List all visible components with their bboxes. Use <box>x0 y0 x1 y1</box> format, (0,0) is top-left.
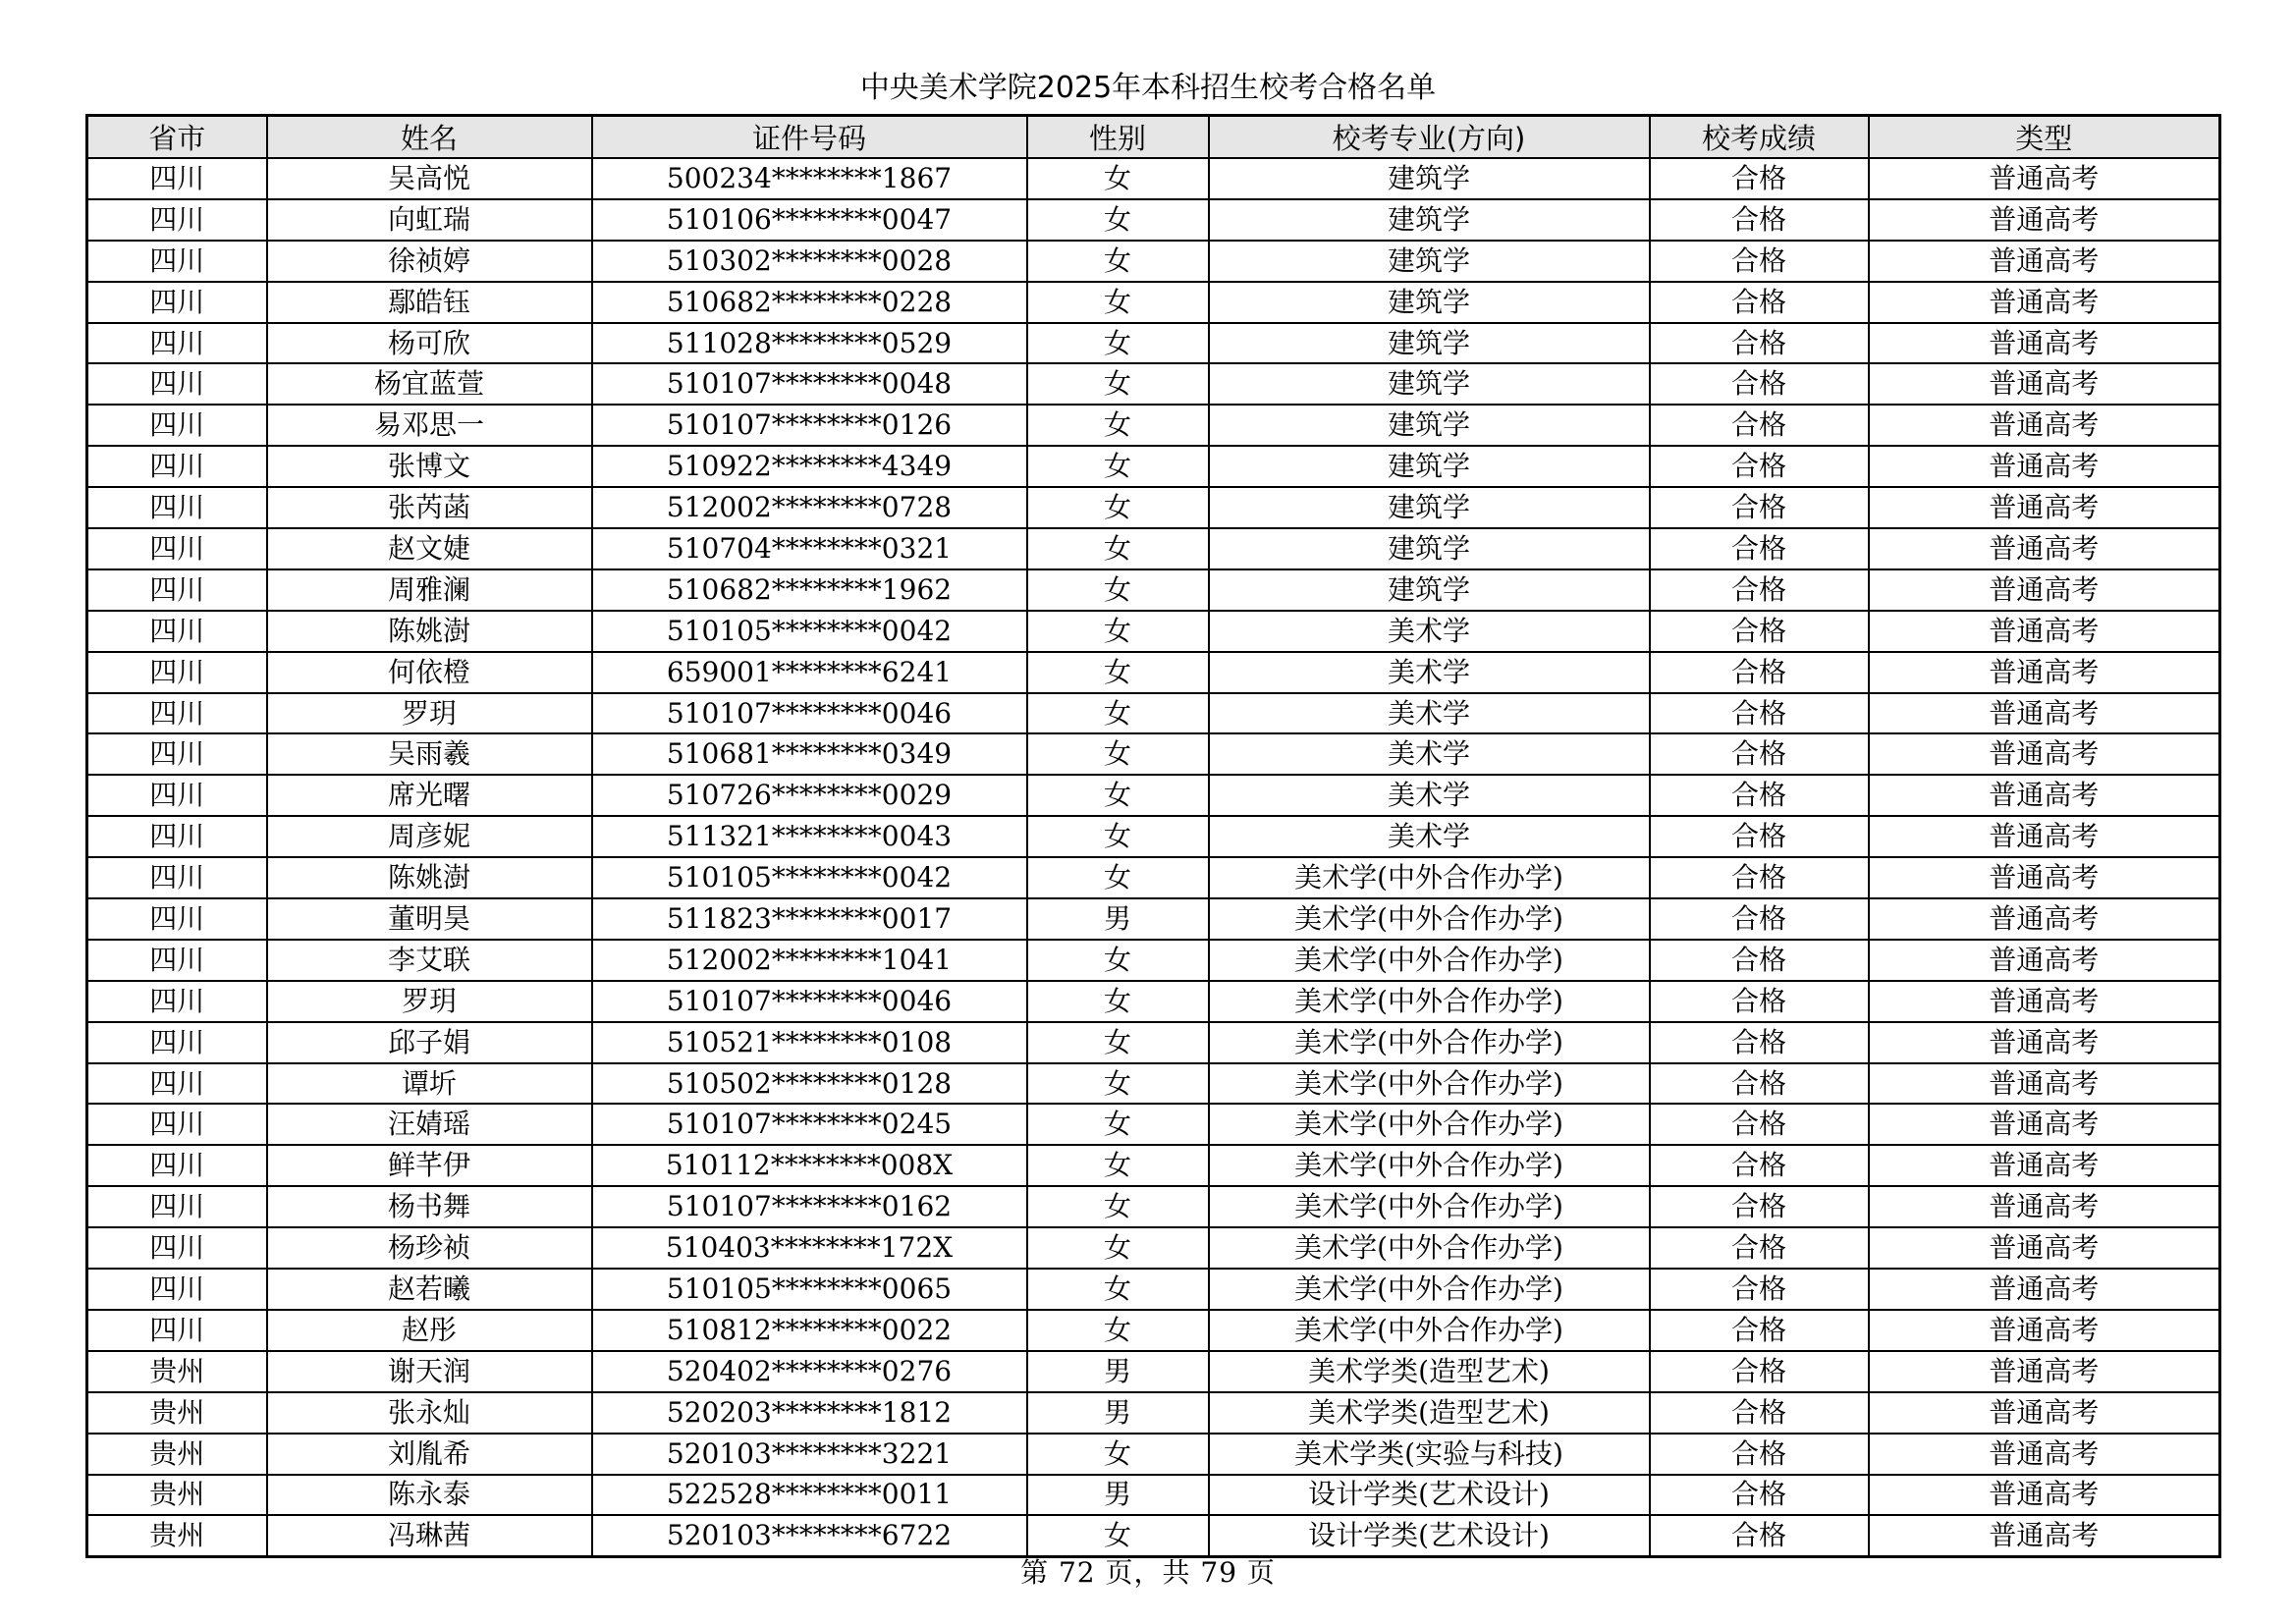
table-header <box>87 116 2220 159</box>
major-cell: 美术学 <box>1209 816 1650 857</box>
type-cell: 普通高考 <box>1869 1310 2220 1351</box>
gender-cell: 女 <box>1027 282 1209 323</box>
table-row <box>87 363 2220 405</box>
table-row <box>87 1310 2220 1351</box>
major-cell: 美术学 <box>1209 775 1650 816</box>
type-cell: 普通高考 <box>1869 733 2220 775</box>
exam-result-cell: 合格 <box>1650 816 1869 857</box>
province-cell: 四川 <box>87 363 267 405</box>
major-cell: 建筑学 <box>1209 158 1650 199</box>
major-cell: 建筑学 <box>1209 446 1650 487</box>
id-number-cell: 520402********0276 <box>592 1351 1027 1392</box>
major-cell: 美术学类(实验与科技) <box>1209 1434 1650 1475</box>
id-number-cell: 510107********0046 <box>592 693 1027 734</box>
major-cell: 建筑学 <box>1209 282 1650 323</box>
name-cell: 向虹瑞 <box>267 199 592 241</box>
type-cell: 普通高考 <box>1869 981 2220 1022</box>
table-row <box>87 323 2220 364</box>
type-cell: 普通高考 <box>1869 611 2220 652</box>
gender-cell: 女 <box>1027 816 1209 857</box>
type-cell: 普通高考 <box>1869 1022 2220 1063</box>
table-row <box>87 1022 2220 1063</box>
type-cell: 普通高考 <box>1869 282 2220 323</box>
name-cell: 赵若曦 <box>267 1269 592 1310</box>
province-cell: 四川 <box>87 1063 267 1105</box>
province-cell: 贵州 <box>87 1392 267 1434</box>
major-cell: 美术学(中外合作办学) <box>1209 1310 1650 1351</box>
type-cell: 普通高考 <box>1869 405 2220 446</box>
exam-result-cell: 合格 <box>1650 199 1869 241</box>
id-number-cell: 522528********0011 <box>592 1475 1027 1516</box>
major-cell: 美术学(中外合作办学) <box>1209 1104 1650 1145</box>
gender-cell: 男 <box>1027 1392 1209 1434</box>
exam-result-cell: 合格 <box>1650 1269 1869 1310</box>
exam-result-cell: 合格 <box>1650 158 1869 199</box>
exam-result-cell: 合格 <box>1650 857 1869 898</box>
type-cell: 普通高考 <box>1869 528 2220 569</box>
type-cell: 普通高考 <box>1869 323 2220 364</box>
id-number-cell: 510812********0022 <box>592 1310 1027 1351</box>
province-cell: 四川 <box>87 569 267 611</box>
column-header-type: 类型 <box>1869 116 2220 159</box>
province-cell: 贵州 <box>87 1475 267 1516</box>
id-number-cell: 510107********0245 <box>592 1104 1027 1145</box>
exam-result-cell: 合格 <box>1650 446 1869 487</box>
header-row <box>87 116 2220 159</box>
exam-result-cell: 合格 <box>1650 1515 1869 1556</box>
type-cell: 普通高考 <box>1869 1186 2220 1227</box>
province-cell: 四川 <box>87 241 267 282</box>
type-cell: 普通高考 <box>1869 857 2220 898</box>
name-cell: 吴高悦 <box>267 158 592 199</box>
province-cell: 四川 <box>87 1104 267 1145</box>
major-cell: 建筑学 <box>1209 241 1650 282</box>
name-cell: 赵彤 <box>267 1310 592 1351</box>
name-cell: 杨珍祯 <box>267 1227 592 1269</box>
name-cell: 张博文 <box>267 446 592 487</box>
name-cell: 李艾联 <box>267 940 592 981</box>
gender-cell: 女 <box>1027 1145 1209 1186</box>
id-number-cell: 510107********0162 <box>592 1186 1027 1227</box>
major-cell: 美术学 <box>1209 733 1650 775</box>
table-row <box>87 981 2220 1022</box>
exam-result-cell: 合格 <box>1650 693 1869 734</box>
exam-result-cell: 合格 <box>1650 1434 1869 1475</box>
table-row <box>87 1351 2220 1392</box>
name-cell: 邱子娟 <box>267 1022 592 1063</box>
gender-cell: 女 <box>1027 940 1209 981</box>
id-number-cell: 511321********0043 <box>592 816 1027 857</box>
id-number-cell: 510107********0126 <box>592 405 1027 446</box>
type-cell: 普通高考 <box>1869 1351 2220 1392</box>
name-cell: 冯琳茜 <box>267 1515 592 1556</box>
major-cell: 建筑学 <box>1209 199 1650 241</box>
name-cell: 吴雨羲 <box>267 733 592 775</box>
table-row <box>87 898 2220 940</box>
gender-cell: 男 <box>1027 898 1209 940</box>
table-row <box>87 1434 2220 1475</box>
id-number-cell: 510521********0108 <box>592 1022 1027 1063</box>
id-number-cell: 510704********0321 <box>592 528 1027 569</box>
table-row <box>87 1145 2220 1186</box>
gender-cell: 女 <box>1027 775 1209 816</box>
province-cell: 四川 <box>87 1186 267 1227</box>
name-cell: 易邓思一 <box>267 405 592 446</box>
gender-cell: 女 <box>1027 1104 1209 1145</box>
id-number-cell: 510105********0042 <box>592 857 1027 898</box>
table-row <box>87 1515 2220 1556</box>
name-cell: 罗玥 <box>267 693 592 734</box>
gender-cell: 女 <box>1027 1269 1209 1310</box>
id-number-cell: 510112********008X <box>592 1145 1027 1186</box>
type-cell: 普通高考 <box>1869 446 2220 487</box>
type-cell: 普通高考 <box>1869 363 2220 405</box>
province-cell: 四川 <box>87 1310 267 1351</box>
major-cell: 美术学 <box>1209 611 1650 652</box>
gender-cell: 女 <box>1027 363 1209 405</box>
column-header-exam-result: 校考成绩 <box>1650 116 1869 159</box>
province-cell: 四川 <box>87 282 267 323</box>
province-cell: 四川 <box>87 1022 267 1063</box>
id-number-cell: 510106********0047 <box>592 199 1027 241</box>
province-cell: 四川 <box>87 158 267 199</box>
table-row <box>87 1063 2220 1105</box>
exam-result-cell: 合格 <box>1650 241 1869 282</box>
name-cell: 陈姚澍 <box>267 611 592 652</box>
type-cell: 普通高考 <box>1869 1227 2220 1269</box>
type-cell: 普通高考 <box>1869 241 2220 282</box>
exam-result-cell: 合格 <box>1650 1227 1869 1269</box>
exam-result-cell: 合格 <box>1650 1351 1869 1392</box>
name-cell: 周彦妮 <box>267 816 592 857</box>
name-cell: 杨可欣 <box>267 323 592 364</box>
major-cell: 美术学 <box>1209 652 1650 693</box>
name-cell: 鲜芊伊 <box>267 1145 592 1186</box>
exam-result-cell: 合格 <box>1650 1310 1869 1351</box>
id-number-cell: 500234********1867 <box>592 158 1027 199</box>
gender-cell: 女 <box>1027 528 1209 569</box>
province-cell: 贵州 <box>87 1351 267 1392</box>
province-cell: 四川 <box>87 528 267 569</box>
name-cell: 张永灿 <box>267 1392 592 1434</box>
table-row <box>87 1269 2220 1310</box>
id-number-cell: 512002********1041 <box>592 940 1027 981</box>
table-row <box>87 1186 2220 1227</box>
gender-cell: 女 <box>1027 1063 1209 1105</box>
id-number-cell: 510502********0128 <box>592 1063 1027 1105</box>
gender-cell: 女 <box>1027 981 1209 1022</box>
table-row <box>87 1475 2220 1516</box>
type-cell: 普通高考 <box>1869 1145 2220 1186</box>
type-cell: 普通高考 <box>1869 487 2220 528</box>
id-number-cell: 511823********0017 <box>592 898 1027 940</box>
table-row <box>87 611 2220 652</box>
id-number-cell: 512002********0728 <box>592 487 1027 528</box>
id-number-cell: 510726********0029 <box>592 775 1027 816</box>
major-cell: 美术学(中外合作办学) <box>1209 1186 1650 1227</box>
type-cell: 普通高考 <box>1869 898 2220 940</box>
exam-result-cell: 合格 <box>1650 652 1869 693</box>
type-cell: 普通高考 <box>1869 1269 2220 1310</box>
id-number-cell: 520103********3221 <box>592 1434 1027 1475</box>
type-cell: 普通高考 <box>1869 1104 2220 1145</box>
gender-cell: 女 <box>1027 158 1209 199</box>
column-header-gender: 性别 <box>1027 116 1209 159</box>
major-cell: 建筑学 <box>1209 569 1650 611</box>
id-number-cell: 510302********0028 <box>592 241 1027 282</box>
province-cell: 四川 <box>87 775 267 816</box>
province-cell: 四川 <box>87 940 267 981</box>
column-header-major: 校考专业(方向) <box>1209 116 1650 159</box>
type-cell: 普通高考 <box>1869 1063 2220 1105</box>
gender-cell: 女 <box>1027 611 1209 652</box>
name-cell: 罗玥 <box>267 981 592 1022</box>
province-cell: 四川 <box>87 1145 267 1186</box>
column-header-province: 省市 <box>87 116 267 159</box>
type-cell: 普通高考 <box>1869 1475 2220 1516</box>
exam-result-cell: 合格 <box>1650 733 1869 775</box>
province-cell: 四川 <box>87 733 267 775</box>
name-cell: 杨宜蓝萱 <box>267 363 592 405</box>
exam-result-cell: 合格 <box>1650 487 1869 528</box>
id-number-cell: 510107********0046 <box>592 981 1027 1022</box>
table-row <box>87 282 2220 323</box>
major-cell: 美术学(中外合作办学) <box>1209 1063 1650 1105</box>
type-cell: 普通高考 <box>1869 158 2220 199</box>
table-row <box>87 446 2220 487</box>
gender-cell: 女 <box>1027 733 1209 775</box>
province-cell: 四川 <box>87 487 267 528</box>
id-number-cell: 510681********0349 <box>592 733 1027 775</box>
exam-result-cell: 合格 <box>1650 898 1869 940</box>
gender-cell: 女 <box>1027 1515 1209 1556</box>
province-cell: 四川 <box>87 323 267 364</box>
exam-result-cell: 合格 <box>1650 323 1869 364</box>
gender-cell: 女 <box>1027 1186 1209 1227</box>
major-cell: 美术学(中外合作办学) <box>1209 940 1650 981</box>
id-number-cell: 659001********6241 <box>592 652 1027 693</box>
gender-cell: 女 <box>1027 693 1209 734</box>
major-cell: 美术学(中外合作办学) <box>1209 857 1650 898</box>
type-cell: 普通高考 <box>1869 1392 2220 1434</box>
exam-result-cell: 合格 <box>1650 1104 1869 1145</box>
name-cell: 席光曙 <box>267 775 592 816</box>
id-number-cell: 510105********0042 <box>592 611 1027 652</box>
gender-cell: 女 <box>1027 241 1209 282</box>
exam-result-cell: 合格 <box>1650 569 1869 611</box>
province-cell: 四川 <box>87 199 267 241</box>
id-number-cell: 510682********0228 <box>592 282 1027 323</box>
exam-result-cell: 合格 <box>1650 1186 1869 1227</box>
id-number-cell: 510922********4349 <box>592 446 1027 487</box>
name-cell: 杨书舞 <box>267 1186 592 1227</box>
gender-cell: 女 <box>1027 1434 1209 1475</box>
province-cell: 四川 <box>87 446 267 487</box>
type-cell: 普通高考 <box>1869 693 2220 734</box>
province-cell: 四川 <box>87 981 267 1022</box>
id-number-cell: 510682********1962 <box>592 569 1027 611</box>
type-cell: 普通高考 <box>1869 775 2220 816</box>
table-row <box>87 940 2220 981</box>
id-number-cell: 510107********0048 <box>592 363 1027 405</box>
page-number: 第 72 页，共 79 页 <box>1020 1556 1276 1589</box>
type-cell: 普通高考 <box>1869 940 2220 981</box>
major-cell: 建筑学 <box>1209 323 1650 364</box>
column-header-id-number: 证件号码 <box>592 116 1027 159</box>
major-cell: 美术学(中外合作办学) <box>1209 1227 1650 1269</box>
exam-result-cell: 合格 <box>1650 940 1869 981</box>
admission-list-table <box>85 114 2221 1558</box>
table-row <box>87 241 2220 282</box>
province-cell: 四川 <box>87 611 267 652</box>
major-cell: 设计学类(艺术设计) <box>1209 1515 1650 1556</box>
major-cell: 建筑学 <box>1209 363 1650 405</box>
province-cell: 四川 <box>87 405 267 446</box>
table-row <box>87 693 2220 734</box>
id-number-cell: 520203********1812 <box>592 1392 1027 1434</box>
exam-result-cell: 合格 <box>1650 1063 1869 1105</box>
province-cell: 四川 <box>87 1227 267 1269</box>
gender-cell: 女 <box>1027 569 1209 611</box>
exam-result-cell: 合格 <box>1650 282 1869 323</box>
exam-result-cell: 合格 <box>1650 1475 1869 1516</box>
table-row <box>87 816 2220 857</box>
exam-result-cell: 合格 <box>1650 363 1869 405</box>
province-cell: 四川 <box>87 1269 267 1310</box>
table-body <box>87 158 2220 1557</box>
gender-cell: 女 <box>1027 446 1209 487</box>
major-cell: 美术学(中外合作办学) <box>1209 981 1650 1022</box>
name-cell: 谭圻 <box>267 1063 592 1105</box>
column-header-name: 姓名 <box>267 116 592 159</box>
province-cell: 四川 <box>87 693 267 734</box>
id-number-cell: 511028********0529 <box>592 323 1027 364</box>
table-row <box>87 199 2220 241</box>
type-cell: 普通高考 <box>1869 652 2220 693</box>
major-cell: 建筑学 <box>1209 487 1650 528</box>
document-title: 中央美术学院2025年本科招生校考合格名单 <box>859 71 1437 105</box>
province-cell: 四川 <box>87 652 267 693</box>
gender-cell: 女 <box>1027 1227 1209 1269</box>
name-cell: 刘胤希 <box>267 1434 592 1475</box>
table-row <box>87 652 2220 693</box>
table-row <box>87 857 2220 898</box>
id-number-cell: 520103********6722 <box>592 1515 1027 1556</box>
major-cell: 建筑学 <box>1209 528 1650 569</box>
major-cell: 美术学(中外合作办学) <box>1209 1022 1650 1063</box>
province-cell: 四川 <box>87 898 267 940</box>
exam-result-cell: 合格 <box>1650 1022 1869 1063</box>
province-cell: 贵州 <box>87 1434 267 1475</box>
major-cell: 美术学类(造型艺术) <box>1209 1392 1650 1434</box>
type-cell: 普通高考 <box>1869 1434 2220 1475</box>
table-row <box>87 775 2220 816</box>
name-cell: 陈永泰 <box>267 1475 592 1516</box>
name-cell: 谢天润 <box>267 1351 592 1392</box>
type-cell: 普通高考 <box>1869 569 2220 611</box>
province-cell: 四川 <box>87 816 267 857</box>
gender-cell: 女 <box>1027 652 1209 693</box>
gender-cell: 男 <box>1027 1475 1209 1516</box>
gender-cell: 女 <box>1027 1310 1209 1351</box>
major-cell: 美术学(中外合作办学) <box>1209 898 1650 940</box>
province-cell: 贵州 <box>87 1515 267 1556</box>
gender-cell: 女 <box>1027 323 1209 364</box>
type-cell: 普通高考 <box>1869 199 2220 241</box>
name-cell: 陈姚澍 <box>267 857 592 898</box>
gender-cell: 女 <box>1027 199 1209 241</box>
table-row <box>87 733 2220 775</box>
table-row <box>87 158 2220 199</box>
type-cell: 普通高考 <box>1869 1515 2220 1556</box>
gender-cell: 女 <box>1027 857 1209 898</box>
name-cell: 周雅澜 <box>267 569 592 611</box>
name-cell: 董明昊 <box>267 898 592 940</box>
gender-cell: 女 <box>1027 487 1209 528</box>
major-cell: 建筑学 <box>1209 405 1650 446</box>
table-row <box>87 487 2220 528</box>
exam-result-cell: 合格 <box>1650 775 1869 816</box>
gender-cell: 女 <box>1027 405 1209 446</box>
major-cell: 美术学(中外合作办学) <box>1209 1145 1650 1186</box>
major-cell: 美术学(中外合作办学) <box>1209 1269 1650 1310</box>
exam-result-cell: 合格 <box>1650 1392 1869 1434</box>
name-cell: 鄢皓钰 <box>267 282 592 323</box>
table-row <box>87 1104 2220 1145</box>
table-row <box>87 528 2220 569</box>
exam-result-cell: 合格 <box>1650 981 1869 1022</box>
major-cell: 美术学类(造型艺术) <box>1209 1351 1650 1392</box>
major-cell: 美术学 <box>1209 693 1650 734</box>
name-cell: 赵文婕 <box>267 528 592 569</box>
table-row <box>87 1227 2220 1269</box>
exam-result-cell: 合格 <box>1650 405 1869 446</box>
table-row <box>87 569 2220 611</box>
name-cell: 何依橙 <box>267 652 592 693</box>
province-cell: 四川 <box>87 857 267 898</box>
type-cell: 普通高考 <box>1869 816 2220 857</box>
exam-result-cell: 合格 <box>1650 528 1869 569</box>
name-cell: 徐祯婷 <box>267 241 592 282</box>
id-number-cell: 510403********172X <box>592 1227 1027 1269</box>
table-row <box>87 405 2220 446</box>
major-cell: 设计学类(艺术设计) <box>1209 1475 1650 1516</box>
exam-result-cell: 合格 <box>1650 1145 1869 1186</box>
name-cell: 张芮菡 <box>267 487 592 528</box>
table-row <box>87 1392 2220 1434</box>
gender-cell: 女 <box>1027 1022 1209 1063</box>
exam-result-cell: 合格 <box>1650 611 1869 652</box>
name-cell: 汪婧瑶 <box>267 1104 592 1145</box>
id-number-cell: 510105********0065 <box>592 1269 1027 1310</box>
gender-cell: 男 <box>1027 1351 1209 1392</box>
